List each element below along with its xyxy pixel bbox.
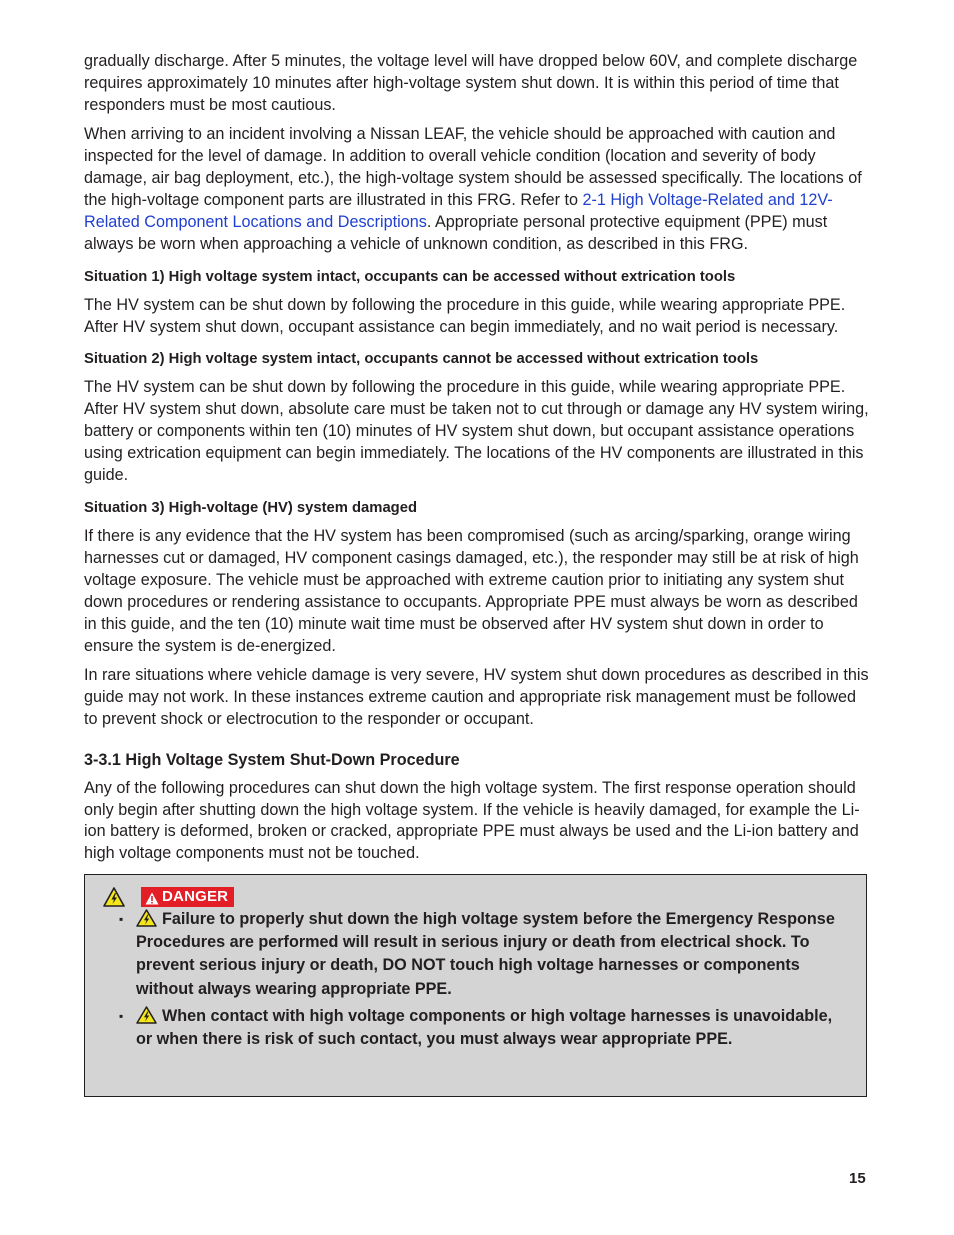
paragraph-arrival-text-start: When arriving to an incident involving a Nissan LEAF, the vehicle should be approached with caution and inspected for the level of damage. In addition to overall vehicle condition (location and severity of body damage, air bag deployment, etc.), the high-voltage system should be assessed specifically. The locations of the high-voltage component parts are illustrated in this FRG. Refer to <box>84 125 862 209</box>
paragraph-discharge: gradually discharge. After 5 minutes, the voltage level will have dropped below 60V, and complete discharge requires approximately 10 minutes after high-voltage system shut down. It is within this period of time that responders must be most cautious. <box>84 52 858 114</box>
situation-1-body: The HV system can be shut down by following the procedure in this guide, while wearing appropriate PPE. After HV system shut down, occupant assistance can begin immediately, and no wait period is necessary. <box>84 295 846 336</box>
page-number: 15 <box>849 1170 866 1187</box>
paragraph-arrival <box>84 124 874 255</box>
situation-1-heading: Situation 1) High voltage system intact, occupants can be accessed without extrication tools <box>84 268 736 285</box>
high-voltage-warning-icon <box>136 1006 157 1024</box>
section-body-shutdown: Any of the following procedures can shut down the high voltage system. The first response operation should only begin after shutting down the high voltage system. If the vehicle is heavily damaged, for example the Li-ion battery is deformed, broken or cracked, appropriate PPE must always be used and the Li-ion battery and high voltage components must not be touched. <box>84 778 860 863</box>
bullet: ▪ <box>119 1008 124 1023</box>
danger-badge <box>141 887 234 907</box>
exclamation-triangle-icon <box>145 891 159 904</box>
danger-item-text: Failure to properly shut down the high voltage system before the Emergency Response Procedures are performed will result in serious injury or death from electrical shock. To prevent serious injury or death, DO NOT touch high voltage harnesses or components without always wearing appropriate PPE. <box>136 910 835 998</box>
situation-2-heading: Situation 2) High voltage system intact, occupants cannot be accessed without extrication tools <box>84 351 759 368</box>
danger-list-item <box>119 1005 839 1051</box>
situation-2-body: The HV system can be shut down by following the procedure in this guide, while wearing appropriate PPE. After HV system shut down, absolute care must be taken not to cut through or damage any HV system wiring, battery or components within ten (10) minutes of HV system shut down, but occupant assistance operations using extrication equipment can begin immediately. The locations of the HV components are illustrated in this guide. <box>84 378 869 485</box>
danger-list <box>119 908 839 1055</box>
danger-list-item <box>119 908 839 1001</box>
high-voltage-warning-icon <box>136 909 157 927</box>
section-heading-shutdown: 3-3.1 High Voltage System Shut-Down Procedure <box>84 750 460 769</box>
paragraph-rare-situations: In rare situations where vehicle damage is very severe, HV system shut down procedures as described in this guide may not work. In these instances extreme caution and appropriate risk management must be followed to prevent shock or electrocution to the responder or occupant. <box>84 665 869 728</box>
situation-3-heading: Situation 3) High-voltage (HV) system damaged <box>84 500 417 516</box>
danger-notice-box <box>84 874 867 1097</box>
document-body <box>84 51 874 873</box>
component-locations-link[interactable]: 2-1 High Voltage-Related and 12V-Related Component Locations and Descriptions <box>84 190 833 231</box>
bullet: ▪ <box>119 912 124 926</box>
situation-3-body: If there is any evidence that the HV system has been compromised (such as arcing/sparking, orange wiring harnesses cut or damaged, HV component casings damaged, etc.), the responder may still be at risk of high voltage exposure. The vehicle must be approached with extreme caution prior to initiating any system shut down procedures or rendering assistance to occupants. Appropriate PPE must always be worn as described in this guide, and the ten (10) minute wait time must be observed after HV system shut down in order to ensure the system is de-energized. <box>84 527 859 655</box>
high-voltage-warning-icon <box>103 887 125 907</box>
danger-header <box>103 885 234 909</box>
danger-item-text: When contact with high voltage components or high voltage harnesses is unavoidable, or when there is risk of such contact, you must always wear appropriate PPE. <box>136 1006 833 1049</box>
danger-badge-label: DANGER <box>162 888 229 905</box>
paragraph-arrival-text-end: . Appropriate personal protective equipment (PPE) must always be worn when approaching a vehicle of unknown condition, as described in this FRG. <box>84 212 828 253</box>
